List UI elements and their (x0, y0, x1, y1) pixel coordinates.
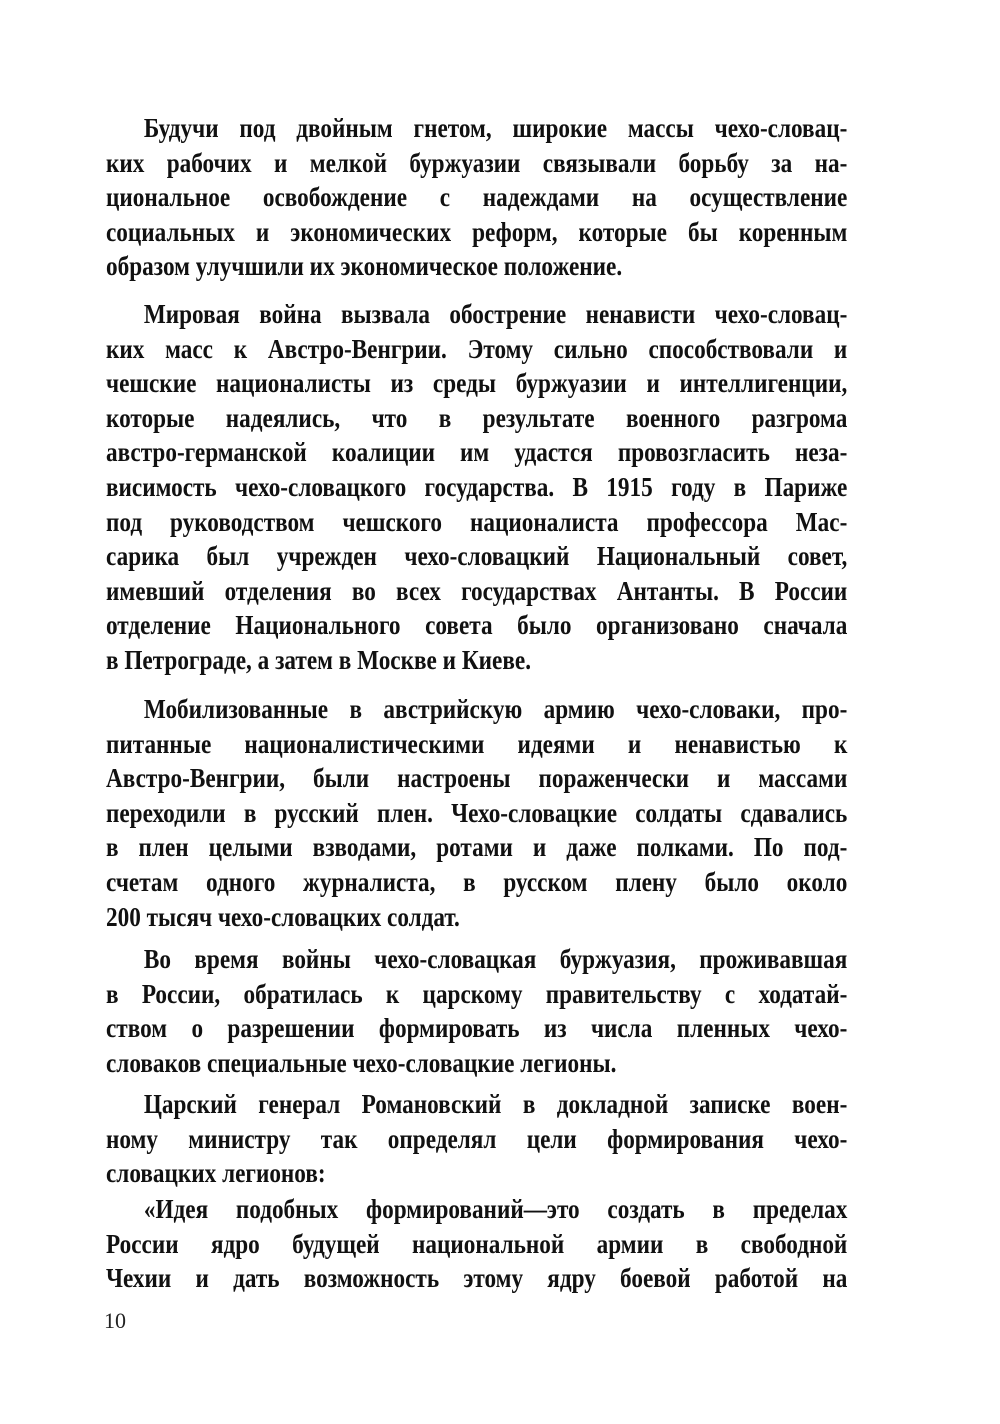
text-line: «Идея подобных формирований—это создать в пределах (143, 1194, 848, 1224)
text-line: висимость чехо-словацкого государства. В 1915 году в Париже (106, 471, 848, 502)
paragraph-6-quote (106, 1192, 848, 1296)
text-line: 200 тысяч чехо-словацких солдат. (106, 901, 460, 932)
paragraph-5 (106, 1087, 848, 1191)
paragraph-4 (106, 942, 848, 1080)
text-line: переходили в русский плен. Чехо-словацкие солдаты сдавались (106, 797, 848, 828)
text-line: Царский генерал Романовский в докладной записке воен- (143, 1089, 848, 1119)
text-line: Мировая война вызвала обострение ненависти чехо-словац- (143, 299, 848, 329)
text-line: Чехии и дать возможность этому ядру боевой работой на (106, 1263, 848, 1294)
text-line: ному министру так определял цели формирования чехо- (106, 1123, 848, 1154)
text-line: имевший отделения во всех государствах Антанты. В России (106, 575, 848, 606)
text-line: Австро-Венгрии, были настроены пораженчески и массами (106, 763, 848, 794)
text-line: в Петрограде, а затем в Москве и Киеве. (106, 644, 532, 675)
text-line: ких масс к Австро-Венгрии. Этому сильно способствовали и (106, 333, 848, 364)
text-line: словаков специальные чехо-словацкие легионы. (106, 1047, 617, 1078)
text-line: образом улучшили их экономическое положение. (106, 251, 623, 282)
text-line: социальных и экономических реформ, которые бы коренным (106, 216, 848, 247)
text-line: австро-германской коалиции им удастся провозгласить неза- (106, 437, 848, 468)
paragraph-1 (106, 111, 848, 284)
text-line: в плен целыми взводами, ротами и даже полками. По под- (106, 832, 848, 863)
text-line: под руководством чешского националиста профессора Мас- (106, 506, 848, 537)
text-line: счетам одного журналиста, в русском плену было около (106, 866, 848, 897)
text-line: в России, обратилась к царскому правительству с ходатай- (106, 978, 848, 1009)
text-line: ких рабочих и мелкой буржуазии связывали борьбу за на- (106, 147, 848, 178)
text-line: чешские националисты из среды буржуазии и интеллигенции, (106, 368, 848, 399)
paragraph-2 (106, 297, 848, 678)
text-line: Мобилизованные в австрийскую армию чехо-словаки, про- (143, 694, 848, 724)
page-number: 10 (104, 1308, 126, 1333)
text-line: ством о разрешении формировать из числа пленных чехо- (106, 1013, 848, 1044)
text-line: которые надеялись, что в результате военного разгрома (106, 402, 848, 433)
text-line: отделение Национального совета было организовано сначала (106, 610, 848, 641)
paragraph-3 (106, 692, 848, 934)
text-line: России ядро будущей национальной армии в свободной (106, 1228, 848, 1259)
text-line: Будучи под двойным гнетом, широкие массы чехо-словац- (143, 113, 848, 143)
text-line: Во время войны чехо-словацкая буржуазия, проживавшая (143, 944, 848, 974)
text-line: сарика был учрежден чехо-словацкий Национальный совет, (106, 541, 848, 572)
text-line: словацких легионов: (106, 1158, 326, 1189)
text-line: циональное освобождение с надеждами на осуществление (106, 182, 848, 213)
text-line: питанные националистическими идеями и ненавистью к (106, 728, 848, 759)
